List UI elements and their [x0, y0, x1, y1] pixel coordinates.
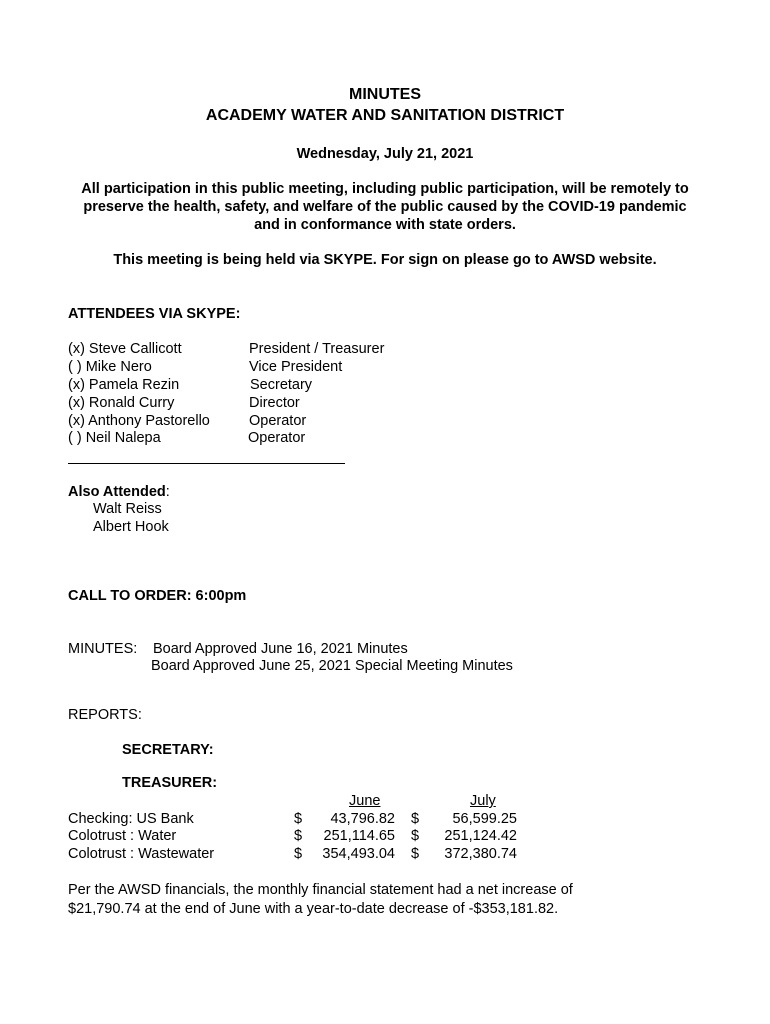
attendee-name: (x) Anthony Pastorello — [68, 413, 210, 429]
organization-name: ACADEMY WATER AND SANITATION DISTRICT — [205, 107, 565, 124]
minutes-item: Board Approved June 25, 2021 Special Meeting Minutes — [151, 658, 513, 674]
account-name: Colotrust : Water — [68, 828, 177, 844]
currency-symbol: $ — [411, 811, 420, 827]
financial-summary-line-1: Per the AWSD financials, the monthly financial statement had a net increase of — [68, 882, 573, 898]
minutes-label: MINUTES: — [68, 641, 138, 657]
june-amount: 354,493.04 — [322, 846, 395, 862]
notice-line-1: All participation in this public meeting, including public participation, will be remotely to — [81, 181, 689, 197]
skype-notice: This meeting is being held via SKYPE. For sign on please go to AWSD website. — [113, 252, 657, 268]
account-name: Checking: US Bank — [68, 811, 194, 827]
document-title: MINUTES — [349, 86, 421, 103]
also-attended-heading — [68, 484, 170, 500]
july-amount: 251,124.42 — [444, 828, 517, 844]
attendees-heading: ATTENDEES VIA SKYPE: — [68, 306, 241, 322]
currency-symbol: $ — [294, 846, 303, 862]
attendee-role: Operator — [249, 413, 307, 429]
attendee-name: (x) Pamela Rezin — [68, 377, 180, 393]
attendee-name: ( ) Neil Nalepa — [68, 430, 161, 446]
secretary-heading: SECRETARY: — [122, 742, 214, 758]
currency-symbol: $ — [294, 828, 303, 844]
minutes-item: Board Approved June 16, 2021 Minutes — [153, 641, 408, 657]
also-attended-name: Albert Hook — [93, 519, 169, 535]
currency-symbol: $ — [411, 846, 420, 862]
attendee-role: Director — [249, 395, 300, 411]
attendee-name: ( ) Mike Nero — [68, 359, 152, 375]
notice-line-2: preserve the health, safety, and welfare of the public caused by the COVID-19 pandemic — [83, 199, 687, 215]
attendee-role: Vice President — [249, 359, 343, 375]
attendee-role: Secretary — [250, 377, 313, 393]
reports-label: REPORTS: — [68, 707, 142, 723]
attendee-role: Operator — [248, 430, 306, 446]
attendee-name: (x) Ronald Curry — [68, 395, 175, 411]
call-to-order: CALL TO ORDER: 6:00pm — [68, 588, 247, 604]
july-amount: 56,599.25 — [452, 811, 517, 827]
july-amount: 372,380.74 — [444, 846, 517, 862]
also-attended-name: Walt Reiss — [93, 501, 162, 517]
also-attended-label: Also Attended — [68, 484, 166, 500]
meeting-date: Wednesday, July 21, 2021 — [296, 146, 474, 162]
account-name: Colotrust : Wastewater — [68, 846, 215, 862]
treasurer-heading: TREASURER: — [122, 775, 218, 791]
column-header-july: July — [470, 793, 496, 809]
separator-line — [68, 463, 345, 464]
attendee-role: President / Treasurer — [249, 341, 385, 357]
also-attended-colon: : — [165, 484, 170, 500]
june-amount: 43,796.82 — [330, 811, 395, 827]
june-amount: 251,114.65 — [323, 828, 395, 844]
notice-line-3: and in conformance with state orders. — [254, 217, 516, 233]
column-header-june: June — [349, 793, 381, 809]
currency-symbol: $ — [411, 828, 420, 844]
financial-summary-line-2: $21,790.74 at the end of June with a year-to-date decrease of -$353,181.82. — [68, 901, 559, 917]
attendee-name: (x) Steve Callicott — [68, 341, 182, 357]
currency-symbol: $ — [294, 811, 303, 827]
